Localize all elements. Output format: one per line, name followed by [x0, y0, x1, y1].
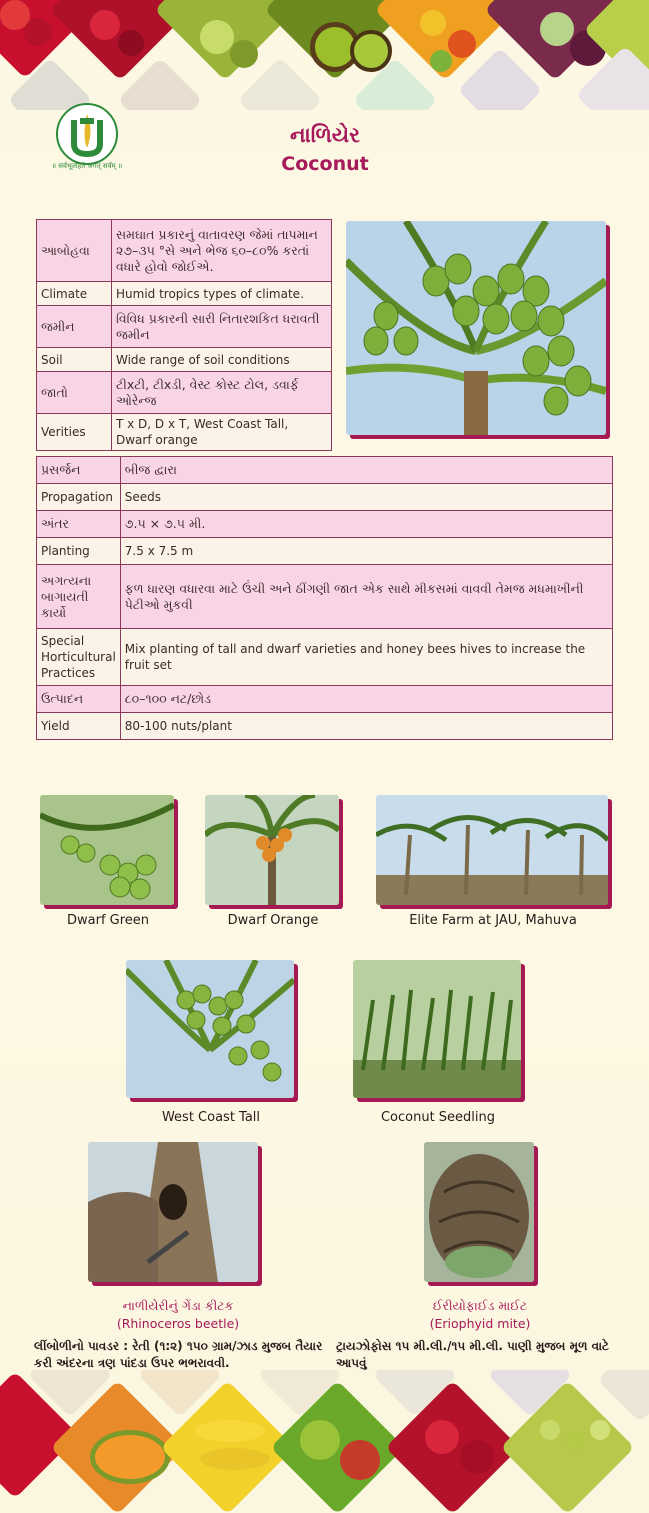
table-row: [37, 511, 613, 538]
row-label: Special Horticultural Practices: [37, 629, 121, 686]
row-value: 80-100 nuts/plant: [120, 713, 612, 740]
row-value: વિવિધ પ્રકારની સારી નિતારશકિત ધરાવતી જમીન: [112, 306, 332, 348]
row-label: Propagation: [37, 484, 121, 511]
row-label: Yield: [37, 713, 121, 740]
eriophyid-mite-photo: [424, 1142, 534, 1282]
row-label: Climate: [37, 282, 112, 306]
university-logo: [51, 100, 123, 178]
row-label: જમીન: [37, 306, 112, 348]
table-row: [37, 484, 613, 511]
row-value: Mix planting of tall and dwarf varieties and honey bees hives to increase the fruit set: [120, 629, 612, 686]
row-label: Soil: [37, 348, 112, 372]
table-row: [37, 306, 332, 348]
table-row: [37, 282, 332, 306]
row-value: Seeds: [120, 484, 612, 511]
table-row: [37, 457, 613, 484]
row-label: અંતર: [37, 511, 121, 538]
row-label: જાતો: [37, 372, 112, 414]
eriophyid-mite-treatment: ટ્રાયઝોફોસ ૧૫ મી.લી./૧૫ મી.લી. પાણી મુજબ મૂળ વાટે આપવું: [336, 1339, 610, 1370]
row-value: ટીxટી, ટીxડી, વેસ્ટ કોસ્ટ ટોલ, ડવાર્ફ ઓરેન્જ: [112, 372, 332, 414]
table-row: [37, 372, 332, 414]
info-table-bottom: [36, 456, 613, 740]
eriophyid-mite-subtitle: (Eriophyid mite): [429, 1316, 531, 1331]
rhinoceros-beetle-treatment: લીંબોળીનો પાવડર : રેતી (૧:૨) ૧૫૦ ગ્રામ/ઝાડ મુજબ તૈયાર કરી અંદરના ત્રણ પાંદડા ઉપર ભભરાવવી.: [34, 1339, 323, 1370]
elite-farm-photo: [376, 795, 608, 905]
table-row: [37, 713, 613, 740]
row-label: પ્રસર્જન: [37, 457, 121, 484]
row-value: ૮૦–૧૦૦ નટ/છોડ: [120, 686, 612, 713]
dwarf-green-caption: Dwarf Green: [66, 913, 150, 928]
coconut-main-photo: [346, 221, 606, 435]
row-label: આબોહવા: [37, 220, 112, 282]
footer-fruit-band: [0, 1370, 649, 1513]
rhinoceros-beetle-subtitle: (Rhinoceros beetle): [116, 1316, 240, 1331]
rhinoceros-beetle-title: નાળીયેરીનું ગેંડા કીટક: [122, 1298, 234, 1313]
row-label: Verities: [37, 414, 112, 451]
row-value: 7.5 x 7.5 m: [120, 538, 612, 565]
row-value: ફળ ધારણ વધારવા માટે ઉંચી અને ઠીંગણી જાત એક સાથે મીકસમાં વાવવી તેમજ મધમાખીની પેટીઓ મુકવી: [120, 565, 612, 629]
row-value: ૭.૫ × ૭.૫ મી.: [120, 511, 612, 538]
header-fruit-band: [0, 0, 649, 110]
coconut-seedling-caption: Coconut Seedling: [380, 1110, 496, 1125]
coconut-seedling-photo: [353, 960, 521, 1098]
west-coast-tall-caption: West Coast Tall: [161, 1110, 261, 1125]
table-row: [37, 629, 613, 686]
eriophyid-mite-title: ઈરીયોફાઈડ માઈટ: [432, 1298, 528, 1313]
page-title-english: Coconut: [281, 153, 369, 175]
west-coast-tall-photo: [126, 960, 294, 1098]
table-row: [37, 686, 613, 713]
row-value: T x D, D x T, West Coast Tall, Dwarf orange: [112, 414, 332, 451]
info-table-top: [36, 219, 332, 451]
table-row: [37, 414, 332, 451]
table-row: [37, 220, 332, 282]
row-value: Wide range of soil conditions: [112, 348, 332, 372]
table-row: [37, 565, 613, 629]
dwarf-orange-photo: [205, 795, 339, 905]
row-value: Humid tropics types of climate.: [112, 282, 332, 306]
logo-motto: ॥ सर्वभूतहिते जगत्‌ सर्वम्‌ ॥: [51, 162, 123, 170]
elite-farm-caption: Elite Farm at JAU, Mahuva: [409, 913, 577, 928]
dwarf-orange-caption: Dwarf Orange: [227, 913, 319, 928]
row-value: બીજ દ્વારા: [120, 457, 612, 484]
row-label: Planting: [37, 538, 121, 565]
row-label: અગત્યના બાગાયતી કાર્યો: [37, 565, 121, 629]
page-title-gujarati: નાળિયેર: [290, 123, 360, 147]
table-row: [37, 348, 332, 372]
rhinoceros-beetle-photo: [88, 1142, 258, 1282]
dwarf-green-photo: [40, 795, 174, 905]
row-label: ઉત્પાદન: [37, 686, 121, 713]
row-value: સમઘાત પ્રકારનું વાતાવરણ જેમાં તાપમાન ૨૭–૩૫ °સે અને ભેજ ૬૦–૮૦% કરતાં વધારે હોવો જોઈએ.: [112, 220, 332, 282]
table-row: [37, 538, 613, 565]
